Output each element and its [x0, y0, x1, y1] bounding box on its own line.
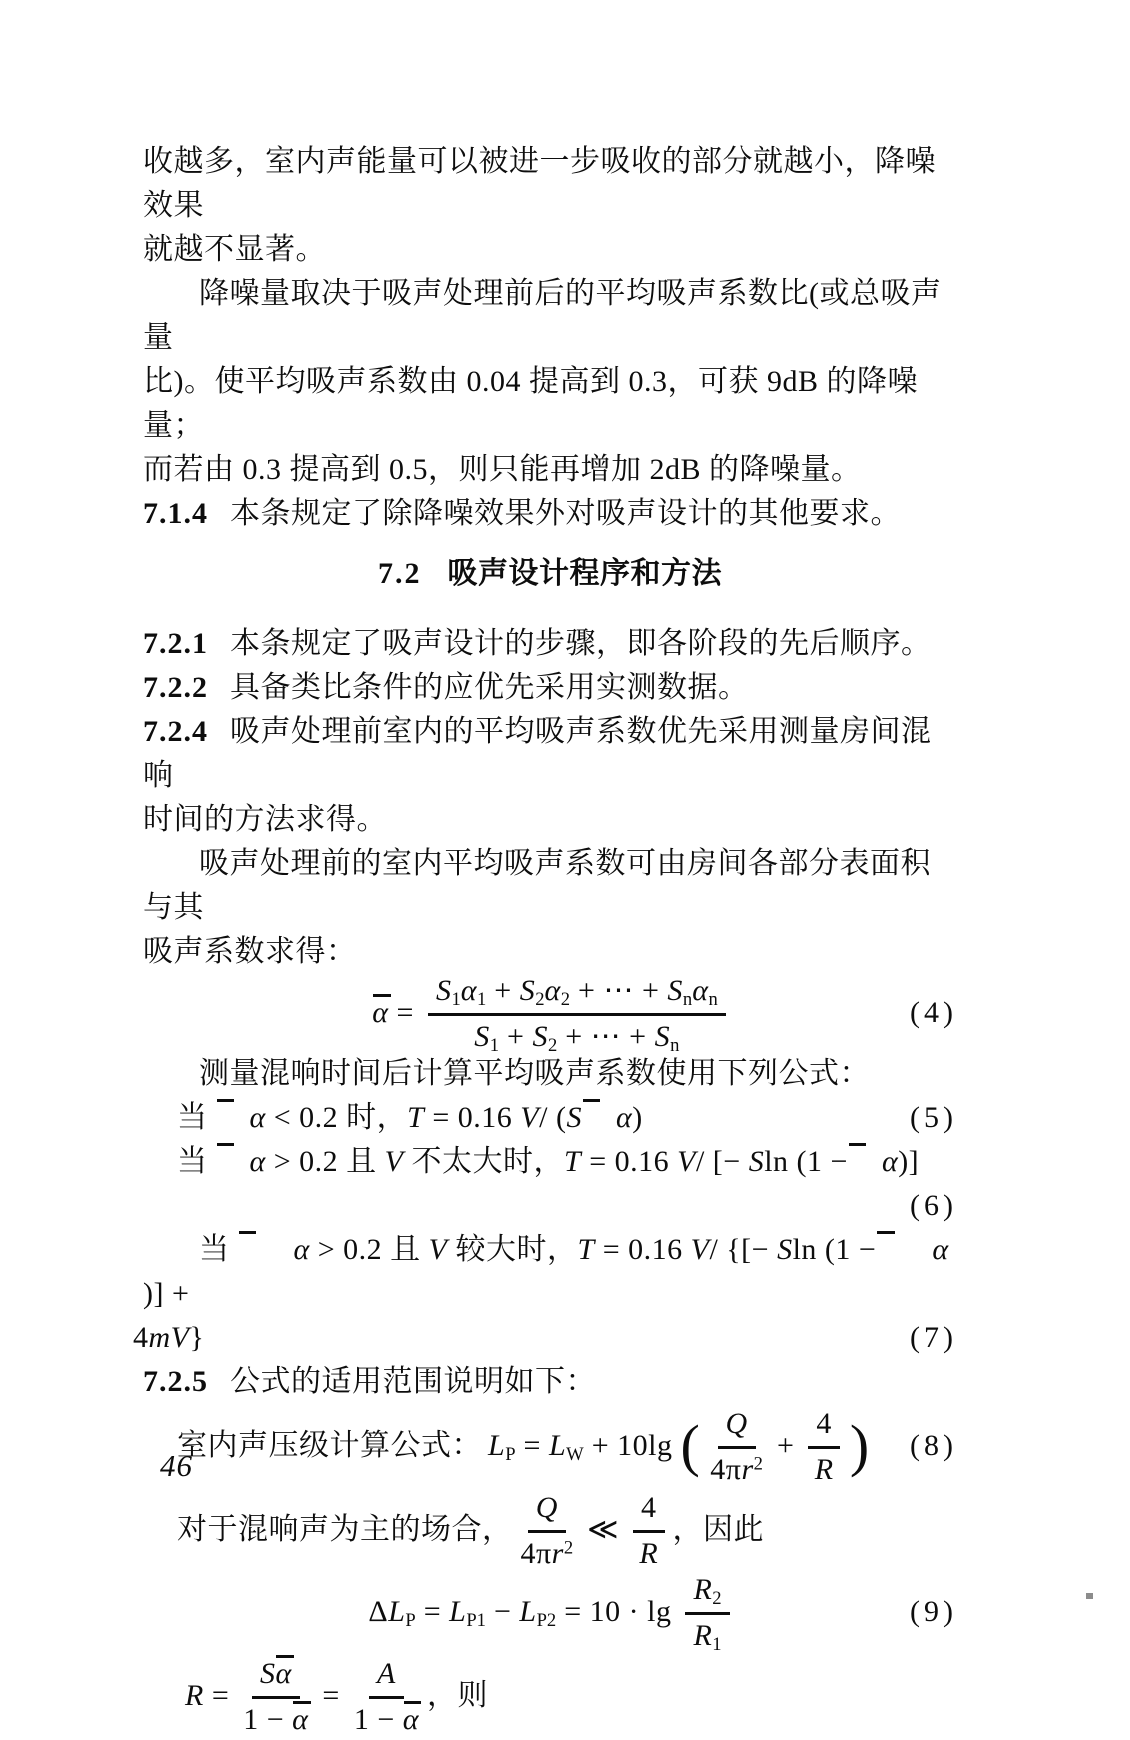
scan-artifact-dot: [1086, 1593, 1093, 1599]
fraction: [428, 972, 726, 1054]
clause-number: 7.2.2: [143, 671, 208, 704]
equals-sign: =: [322, 1679, 340, 1712]
section-title: 吸声设计程序和方法: [447, 557, 722, 590]
fraction-denominator: 1 − α: [353, 1702, 420, 1736]
equation-number: (8): [910, 1429, 957, 1462]
clause-7-1-4: [143, 492, 957, 536]
equation-number: (5): [910, 1101, 957, 1134]
equation-5: [143, 1096, 957, 1140]
paragraph-line-12: 吸声处理前的室内平均吸声系数可由房间各部分表面积与其: [143, 847, 931, 924]
clause-7-2-1: [143, 622, 957, 666]
room-constant-definition: [143, 1652, 957, 1740]
equation-lead-text: 室内声压级计算公式：: [177, 1429, 482, 1462]
paragraph-line-3: 降噪量取决于吸声处理前后的平均吸声系数比(或总吸声量: [143, 277, 942, 354]
fraction-denominator: $4\pi r^2$: [520, 1536, 574, 1570]
clause-text: 公式的适用范围说明如下：: [230, 1365, 596, 1398]
clause-number: 7.2.4: [143, 715, 208, 748]
clause-text: 吸声处理前室内的平均吸声系数优先采用测量房间混响: [143, 715, 932, 792]
plus-sign: +: [776, 1429, 795, 1462]
paragraph-line-1: 收越多，室内声能量可以被进一步吸收的部分就越小，降噪效果: [143, 145, 936, 222]
fraction: [710, 1405, 763, 1487]
reverberant-condition-line: [143, 1488, 957, 1572]
fraction: [685, 1571, 729, 1653]
clause-text: 本条规定了除降噪效果外对吸声设计的其他要求。: [230, 497, 901, 530]
equation-number: (6): [910, 1189, 957, 1222]
tail-text: ，因此: [672, 1513, 765, 1546]
clause-7-2-2: [143, 666, 957, 710]
equation-body: 4mV}: [133, 1321, 205, 1354]
fraction: [354, 1655, 419, 1737]
equation-body: $\Delta L_P = L_{P1} - L_{P2} = 10 \cdot \lg$: [368, 1595, 672, 1632]
equation-9: [143, 1572, 957, 1655]
fraction: [808, 1405, 840, 1487]
lead-text: 对于混响声为主的场合，: [177, 1513, 513, 1546]
equation-number: (4): [910, 996, 957, 1029]
much-less-than-sign: ≪: [587, 1513, 620, 1546]
clause-text: 具备类比条件的应优先采用实测数据。: [230, 671, 749, 704]
fraction-numerator: Sα: [252, 1655, 300, 1699]
equation-body: 当 α > 0.2 且 V 不太大时，T = 0.16 V/ [− Sln (1 − α)]: [177, 1145, 920, 1178]
fraction-numerator: 4: [808, 1405, 840, 1449]
paragraph-line-5: 而若由 0.3 提高到 0.5，则只能再增加 2dB 的降噪量。: [143, 453, 862, 486]
equation-6-line-1: [143, 1140, 957, 1184]
fraction-denominator: R: [814, 1452, 834, 1486]
clause-7-2-4: [143, 710, 957, 798]
paragraph-line-2: 就越不显著。: [143, 233, 326, 266]
clause-text: 本条规定了吸声设计的步骤，即各阶段的先后顺序。: [230, 627, 932, 660]
fraction-numerator: $S_1\alpha_1 + S_2\alpha_2$ + ⋯ + $S_n\alpha_n$: [428, 972, 726, 1016]
fraction-numerator: $R_2$: [685, 1571, 729, 1615]
fraction: [633, 1489, 665, 1571]
fraction: [243, 1655, 308, 1737]
equation-6-number-line: [143, 1184, 957, 1228]
equation-body: $L_P = L_W + 10\lg$: [488, 1429, 673, 1466]
equation-4: [143, 974, 957, 1056]
equation-number: (9): [910, 1595, 957, 1628]
equation-number: (7): [910, 1321, 957, 1354]
tail-text: ，则: [427, 1679, 489, 1712]
paragraph-line-15: 测量混响时间后计算平均吸声系数使用下列公式：: [199, 1057, 870, 1090]
clause-7-2-5: [143, 1360, 957, 1404]
equation-7-line-1: [143, 1228, 957, 1316]
equation-body: R =: [185, 1679, 230, 1712]
fraction-numerator: 4: [633, 1489, 665, 1533]
section-heading-7-2: [143, 552, 957, 596]
paragraph-line-11: 时间的方法求得。: [143, 803, 387, 836]
equation-7-line-2: [133, 1316, 957, 1360]
paragraph-line-13: 吸声系数求得：: [143, 935, 357, 968]
equation-8: 室内声压级计算公式： $L_P = L_W + 10\lg$ ( $\frac{Q}{4\pi r^2}$ + $\frac{4}{R}$ ) (8): [177, 1407, 957, 1486]
section-number: 7.2: [378, 557, 422, 590]
fraction-denominator: 1 − α: [243, 1702, 309, 1736]
equation-body: 当 α < 0.2 时，T = 0.16 V/ (S α): [177, 1101, 643, 1134]
paragraph-line-4: 比)。使平均吸声系数由 0.04 提高到 0.3，可获 9dB 的降噪量；: [143, 365, 918, 442]
clause-number: 7.1.4: [143, 497, 208, 530]
equation-lhs: α =: [372, 996, 414, 1029]
clause-number: 7.2.5: [143, 1365, 208, 1398]
page-content: [133, 140, 957, 1740]
fraction: [521, 1489, 574, 1571]
fraction-numerator: Q: [718, 1405, 756, 1449]
fraction-denominator: R: [639, 1536, 659, 1570]
equation-body: 当 α > 0.2 且 V 较大时，T = 0.16 V/ {[− Sln (1 − α)] +: [143, 1233, 949, 1310]
fraction-denominator: $S_1 + S_2$ + ⋯ + $S_n$: [474, 1019, 680, 1056]
fraction-denominator: $R_1$: [693, 1618, 722, 1655]
fraction-numerator: Q: [528, 1489, 566, 1533]
fraction-denominator: $4\pi r^2$: [710, 1452, 763, 1486]
fraction-numerator: A: [369, 1655, 404, 1699]
page-number: 46: [160, 1448, 193, 1483]
clause-number: 7.2.1: [143, 627, 208, 660]
